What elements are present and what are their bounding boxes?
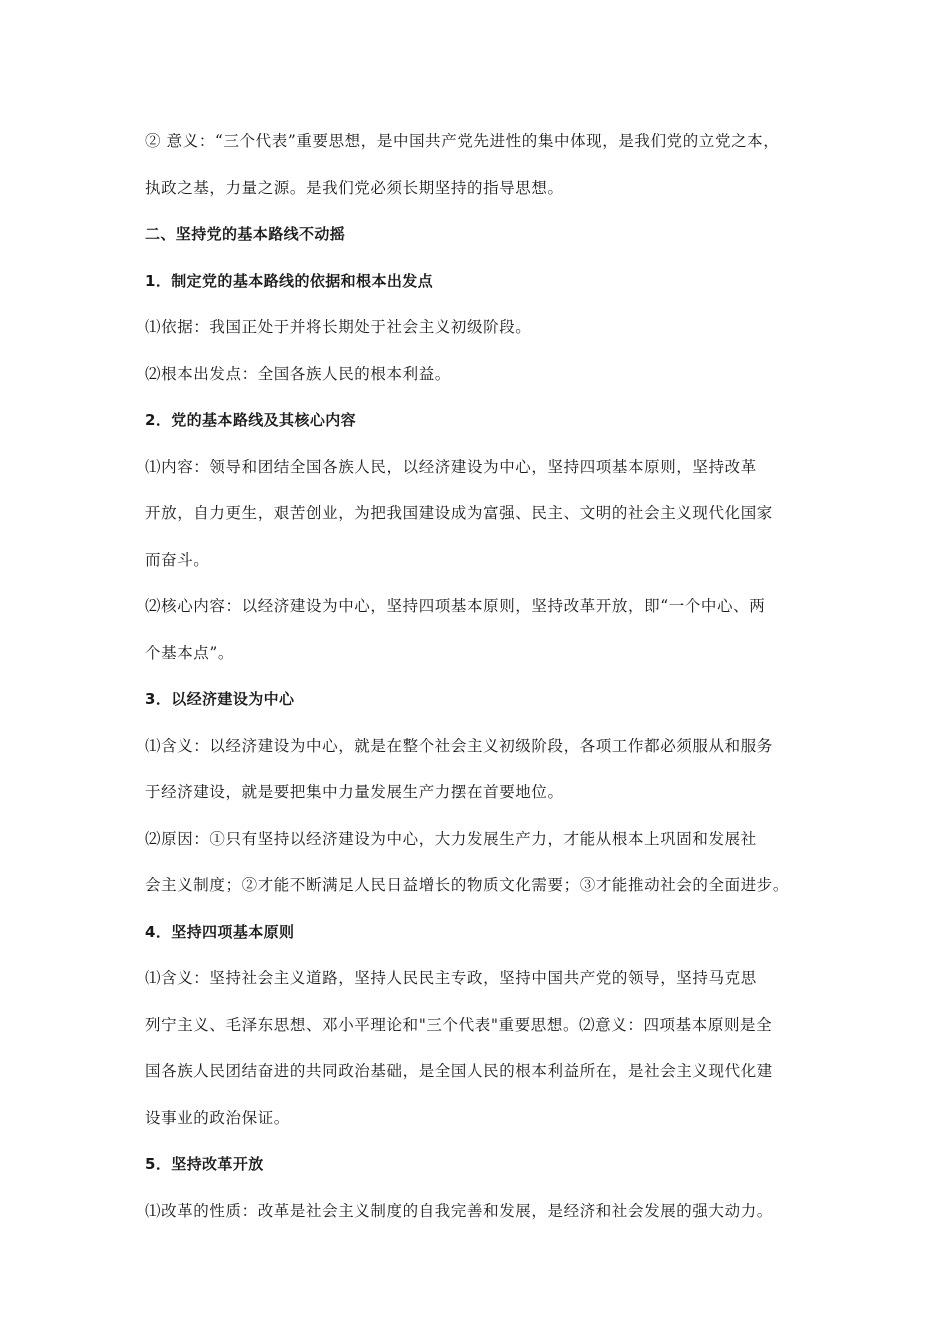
text-line: ⑵根本出发点：全国各族人民的根本利益。 xyxy=(145,364,451,383)
subsection-heading: 4．坚持四项基本原则 xyxy=(145,922,295,941)
text-line: ⑴依据：我国正处于并将长期处于社会主义初级阶段。 xyxy=(145,318,532,336)
text-line: 个基本点”。 xyxy=(145,643,235,662)
document-body xyxy=(145,118,815,1234)
text-line: ⑴含义：坚持社会主义道路，坚持人民民主专政，坚持中国共产党的领导，坚持马克思 xyxy=(145,969,757,987)
text-line: 于经济建设，就是要把集中力量发展生产力摆在首要地位。 xyxy=(145,783,564,801)
text-line: 而奋斗。 xyxy=(145,550,210,569)
section-heading: 二、坚持党的基本路线不动摇 xyxy=(145,225,346,243)
text-line: 开放，自力更生，艰苦创业，为把我国建设成为富强、民主、文明的社会主义现代化国家 xyxy=(145,504,773,522)
subsection-heading: 3．以经济建设为中心 xyxy=(145,690,295,708)
text-line: ⑵核心内容：以经济建设为中心，坚持四项基本原则，坚持改革开放，即“一个中心、两 xyxy=(145,597,766,615)
text-line: 国各族人民团结奋进的共同政治基础，是全国人民的根本利益所在，是社会主义现代化建 xyxy=(145,1062,773,1080)
text-line: ⑴含义：以经济建设为中心，就是在整个社会主义初级阶段，各项工作都必须服从和服务 xyxy=(145,736,773,755)
text-line: 设事业的政治保证。 xyxy=(145,1108,290,1127)
text-line: ⑴内容：领导和团结全国各族人民，以经济建设为中心，坚持四项基本原则，坚持改革 xyxy=(145,457,757,476)
text-line: ⑴改革的性质：改革是社会主义制度的自我完善和发展，是经济和社会发展的强大动力。 xyxy=(145,1201,773,1220)
text-line: 会主义制度；②才能不断满足人民日益增长的物质文化需要；③才能推动社会的全面进步。 xyxy=(145,876,790,894)
text-line: 执政之基，力量之源。是我们党必须长期坚持的指导思想。 xyxy=(145,178,564,197)
subsection-heading: 1．制定党的基本路线的依据和根本出发点 xyxy=(145,271,434,290)
text-line: ② 意义：“三个代表”重要思想，是中国共产党先进性的集中体现，是我们党的立党之本， xyxy=(145,132,780,150)
text-line: 列宁主义、毛泽东思想、邓小平理论和"三个代表"重要思想。⑵意义：四项基本原则是全 xyxy=(145,1015,773,1034)
subsection-heading: 5．坚持改革开放 xyxy=(145,1155,264,1173)
subsection-heading: 2．党的基本路线及其核心内容 xyxy=(145,411,357,429)
text-line: ⑵原因：①只有坚持以经济建设为中心，大力发展生产力，才能从根本上巩固和发展社 xyxy=(145,829,757,848)
